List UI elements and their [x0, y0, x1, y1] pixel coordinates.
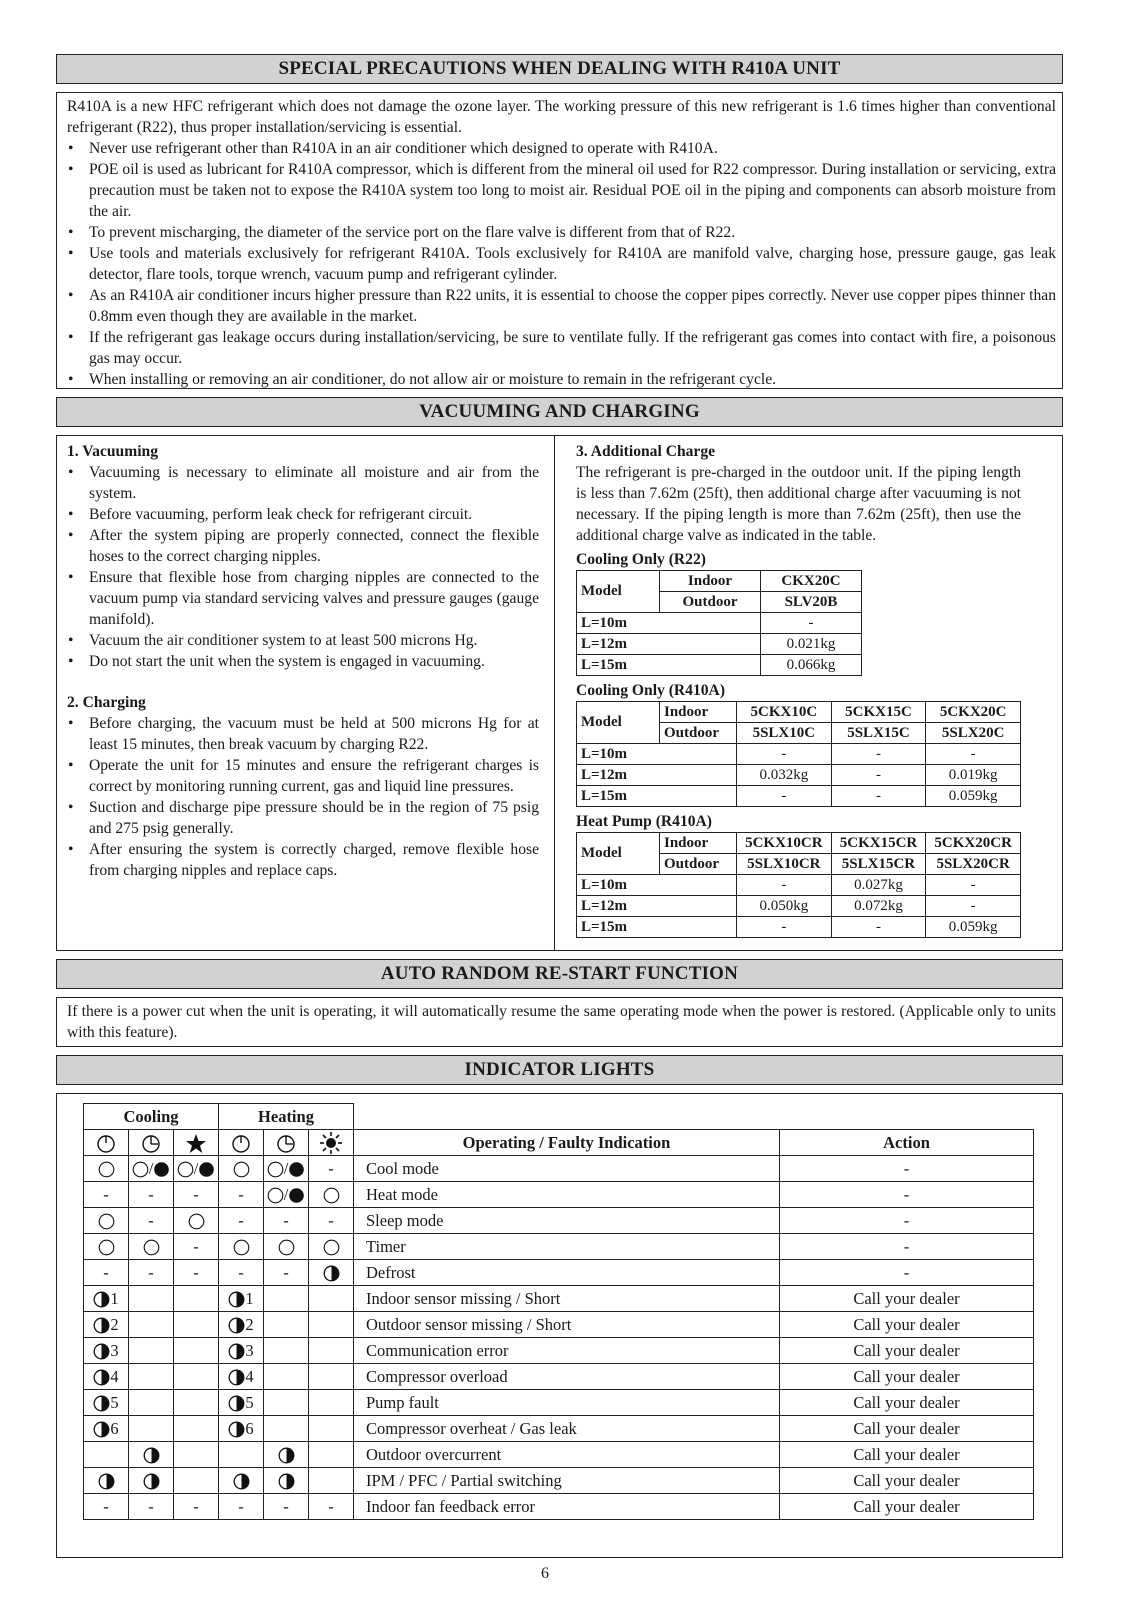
list-item: • Suction and discharge pipe pressure should be in the region of 75 psig and 275 psig generally. [67, 797, 539, 839]
status-cell: - [219, 1260, 264, 1286]
led-blink-icon: 3 [84, 1338, 129, 1364]
length-label: L=10m [577, 875, 737, 896]
empty-cell [129, 1364, 174, 1390]
length-label: L=12m [577, 765, 737, 786]
charge-table-r22 [576, 570, 862, 676]
led-blink-icon: 3 [219, 1338, 264, 1364]
indoor-label: Indoor [660, 833, 737, 854]
length-label: L=12m [577, 896, 737, 917]
list-item: • POE oil is used as lubricant for R410A compressor, which is different from the mineral oil used for R22 compressor. During installation or servicing, extra precaution must be taken not to expose the R410A system too long to moist air. Residual POE oil in the piping and components can absorb moisture from the air. [67, 159, 1056, 222]
led-off-icon [129, 1234, 174, 1260]
empty-cell [264, 1416, 309, 1442]
empty-cell [309, 1364, 354, 1390]
led-blink-icon: 5 [219, 1390, 264, 1416]
list-item: • Never use refrigerant other than R410A in an air conditioner which designed to operate with R410A. [67, 138, 1056, 159]
status-cell: - [309, 1208, 354, 1234]
empty-cell [174, 1416, 219, 1442]
vacuuming-header: VACUUMING AND CHARGING [56, 397, 1063, 427]
charge-cell: 0.032kg [737, 765, 832, 786]
model-label: Model [577, 571, 660, 613]
led-off-icon [264, 1234, 309, 1260]
power-icon [84, 1130, 129, 1156]
action-cell: Call your dealer [780, 1286, 1034, 1312]
empty-cell [174, 1338, 219, 1364]
charge-cell: 0.019kg [926, 765, 1021, 786]
vacuuming-left-column [67, 441, 539, 881]
outdoor-label: Outdoor [660, 854, 737, 875]
led-blink-icon [264, 1468, 309, 1494]
status-cell: - [174, 1260, 219, 1286]
column-divider [554, 436, 555, 950]
model-cell: 5SLX20CR [926, 854, 1021, 875]
length-label: L=10m [577, 613, 761, 634]
status-cell: - [174, 1234, 219, 1260]
charge-cell: - [831, 786, 926, 807]
list-item: • To prevent mischarging, the diameter of the service port on the flare valve is different from that of R22. [67, 222, 1056, 243]
col-action: Action [780, 1130, 1034, 1156]
action-cell: Call your dealer [780, 1312, 1034, 1338]
action-cell: Call your dealer [780, 1338, 1034, 1364]
operating-indication: Compressor overheat / Gas leak [354, 1416, 780, 1442]
empty-cell [174, 1390, 219, 1416]
cooling-label: Cooling [84, 1104, 219, 1130]
led-off-icon [84, 1208, 129, 1234]
led-off-icon [84, 1156, 129, 1182]
length-label: L=15m [577, 786, 737, 807]
indicator-box [56, 1093, 1063, 1558]
table-row [84, 1338, 1034, 1364]
table-row [84, 1208, 1034, 1234]
empty-cell [309, 1416, 354, 1442]
indicator-header: INDICATOR LIGHTS [56, 1055, 1063, 1085]
status-cell: - [264, 1260, 309, 1286]
operating-indication: Timer [354, 1234, 780, 1260]
led-off-icon [309, 1234, 354, 1260]
model-cell: 5CKX15CR [831, 833, 926, 854]
timer-icon [264, 1130, 309, 1156]
empty-cell [309, 1286, 354, 1312]
led-off-on-icon: / [264, 1156, 309, 1182]
empty-cell [309, 1390, 354, 1416]
star-icon [174, 1130, 219, 1156]
restart-header: AUTO RANDOM RE-START FUNCTION [56, 959, 1063, 989]
precautions-box [56, 92, 1063, 389]
led-blink-icon: 1 [84, 1286, 129, 1312]
empty-cell [174, 1364, 219, 1390]
empty-cell [84, 1442, 129, 1468]
table-row [84, 1182, 1034, 1208]
vacuuming-subtitle: 1. Vacuuming [67, 443, 158, 460]
charge-cell: - [926, 744, 1021, 765]
charge-cell: 0.059kg [926, 917, 1021, 938]
outdoor-label: Outdoor [660, 592, 761, 613]
operating-indication: Pump fault [354, 1390, 780, 1416]
empty-cell [174, 1286, 219, 1312]
charge-cell: 0.066kg [761, 655, 862, 676]
precautions-header: SPECIAL PRECAUTIONS WHEN DEALING WITH R410A UNIT [56, 54, 1063, 84]
status-cell: - [174, 1494, 219, 1520]
status-cell: - [84, 1494, 129, 1520]
charge-table-heatpump-r410a [576, 832, 1021, 938]
status-cell: - [84, 1260, 129, 1286]
led-blink-icon [219, 1468, 264, 1494]
charge-cell: - [831, 765, 926, 786]
status-cell: - [129, 1494, 174, 1520]
action-cell: Call your dealer [780, 1416, 1034, 1442]
restart-text: If there is a power cut when the unit is operating, it will automatically resume the same operating mode when the power is restored. (Applicable only to units with this feature). [67, 1003, 1056, 1041]
model-cell: CKX20C [761, 571, 862, 592]
charge-cell: - [831, 917, 926, 938]
charge-cell: - [831, 744, 926, 765]
action-cell: - [780, 1156, 1034, 1182]
empty-cell [219, 1442, 264, 1468]
list-item: • Before charging, the vacuum must be held at 500 microns Hg for at least 15 minutes, then break vacuum by charging R22. [67, 713, 539, 755]
status-cell: - [219, 1182, 264, 1208]
model-cell: 5SLX20C [926, 723, 1021, 744]
led-blink-icon: 2 [84, 1312, 129, 1338]
empty-cell [129, 1286, 174, 1312]
list-item: • Ensure that flexible hose from charging nipples are connected to the vacuum pump via standard servicing valves and pressure gauges (gauge manifold). [67, 567, 539, 630]
table-row [84, 1416, 1034, 1442]
operating-indication: Heat mode [354, 1182, 780, 1208]
restart-box [56, 997, 1063, 1047]
empty-cell [309, 1338, 354, 1364]
empty-cell [129, 1338, 174, 1364]
led-blink-icon [84, 1468, 129, 1494]
empty-cell [309, 1312, 354, 1338]
timer-icon [129, 1130, 174, 1156]
status-cell: - [84, 1182, 129, 1208]
status-cell: - [309, 1156, 354, 1182]
sun-icon [309, 1130, 354, 1156]
precautions-list [67, 138, 1056, 390]
length-label: L=10m [577, 744, 737, 765]
table-row [84, 1156, 1034, 1182]
charge-cell: 0.072kg [831, 896, 926, 917]
action-cell: - [780, 1182, 1034, 1208]
action-cell: Call your dealer [780, 1442, 1034, 1468]
operating-indication: Cool mode [354, 1156, 780, 1182]
status-cell: - [129, 1182, 174, 1208]
model-cell: 5CKX20C [926, 702, 1021, 723]
status-cell: - [264, 1208, 309, 1234]
status-cell: - [129, 1260, 174, 1286]
list-item: • As an R410A air conditioner incurs higher pressure than R22 units, it is essential to choose the copper pipes correctly. Never use copper pipes thinner than 0.8mm even though they are available in the market. [67, 285, 1056, 327]
empty-cell [264, 1364, 309, 1390]
length-label: L=12m [577, 634, 761, 655]
charge-cell: 0.021kg [761, 634, 862, 655]
charge-table-cooling-r410a [576, 701, 1021, 807]
empty-cell [309, 1442, 354, 1468]
action-cell: - [780, 1234, 1034, 1260]
table-row [84, 1286, 1034, 1312]
charge-cell: - [761, 613, 862, 634]
empty-cell [129, 1312, 174, 1338]
indicator-table [83, 1103, 1034, 1520]
header-blank [354, 1104, 1034, 1130]
list-item: • After ensuring the system is correctly charged, remove flexible hose from charging nipples and replace caps. [67, 839, 539, 881]
charge-cell: - [737, 875, 832, 896]
model-cell: 5CKX15C [831, 702, 926, 723]
operating-indication: IPM / PFC / Partial switching [354, 1468, 780, 1494]
table-row [84, 1260, 1034, 1286]
heating-label: Heating [219, 1104, 354, 1130]
action-cell: - [780, 1260, 1034, 1286]
additional-charge-column [576, 441, 1021, 938]
additional-charge-text: The refrigerant is pre-charged in the outdoor unit. If the piping length is less than 7.62m (25ft), then additional charge after vacuuming is not necessary. If the piping length is more than 7.62m (25ft), then use the additional charge valve as indicated in the table. [576, 464, 1021, 544]
model-label: Model [577, 833, 660, 875]
operating-indication: Communication error [354, 1338, 780, 1364]
model-cell: 5SLX15C [831, 723, 926, 744]
led-off-icon [309, 1182, 354, 1208]
model-cell: SLV20B [761, 592, 862, 613]
led-blink-icon [309, 1260, 354, 1286]
operating-indication: Outdoor overcurrent [354, 1442, 780, 1468]
empty-cell [264, 1338, 309, 1364]
empty-cell [264, 1312, 309, 1338]
action-cell: Call your dealer [780, 1364, 1034, 1390]
charge-cell: - [737, 744, 832, 765]
indicator-rows [84, 1156, 1034, 1520]
additional-charge-subtitle: 3. Additional Charge [576, 443, 716, 460]
status-cell: - [219, 1208, 264, 1234]
model-cell: 5CKX10CR [737, 833, 832, 854]
list-item: • Operate the unit for 15 minutes and ensure the refrigerant charges is correct by monitoring running current, gas and liquid line pressures. [67, 755, 539, 797]
action-cell: Call your dealer [780, 1468, 1034, 1494]
status-cell: - [309, 1494, 354, 1520]
operating-indication: Defrost [354, 1260, 780, 1286]
charge-cell: - [926, 875, 1021, 896]
empty-cell [174, 1312, 219, 1338]
outdoor-label: Outdoor [660, 723, 737, 744]
precautions-intro: R410A is a new HFC refrigerant which does not damage the ozone layer. The working pressure of this new refrigerant is 1.6 times higher than conventional refrigerant (R22), thus proper installation/servicing is essential. [67, 98, 1056, 136]
model-cell: 5CKX10C [737, 702, 832, 723]
led-blink-icon: 4 [84, 1364, 129, 1390]
indoor-label: Indoor [660, 571, 761, 592]
page-number: 6 [541, 1565, 549, 1582]
led-off-on-icon: / [174, 1156, 219, 1182]
vacuuming-list [67, 462, 539, 672]
empty-cell [264, 1390, 309, 1416]
led-off-icon [84, 1234, 129, 1260]
led-blink-icon [264, 1442, 309, 1468]
model-label: Model [577, 702, 660, 744]
list-item: • Do not start the unit when the system is engaged in vacuuming. [67, 651, 539, 672]
table-title: Cooling Only (R410A) [576, 682, 726, 699]
led-off-on-icon: / [264, 1182, 309, 1208]
led-blink-icon [129, 1442, 174, 1468]
led-off-icon [219, 1156, 264, 1182]
table-title: Cooling Only (R22) [576, 551, 706, 568]
led-blink-icon: 4 [219, 1364, 264, 1390]
empty-cell [174, 1468, 219, 1494]
list-item: • After the system piping are properly connected, connect the flexible hoses to the correct charging nipples. [67, 525, 539, 567]
col-operating-indication: Operating / Faulty Indication [354, 1130, 780, 1156]
operating-indication: Compressor overload [354, 1364, 780, 1390]
operating-indication: Sleep mode [354, 1208, 780, 1234]
status-cell: - [129, 1208, 174, 1234]
list-item: • Use tools and materials exclusively for refrigerant R410A. Tools exclusively for R410A are manifold valve, charging hose, pressure gauge, gas leak detector, flare tools, torque wrench, vacuum pump and refrigerant cylinder. [67, 243, 1056, 285]
empty-cell [264, 1286, 309, 1312]
operating-indication: Indoor fan feedback error [354, 1494, 780, 1520]
led-blink-icon: 2 [219, 1312, 264, 1338]
charge-cell: 0.027kg [831, 875, 926, 896]
power-icon [219, 1130, 264, 1156]
table-title: Heat Pump (R410A) [576, 813, 712, 830]
length-label: L=15m [577, 655, 761, 676]
model-cell: 5SLX10C [737, 723, 832, 744]
status-cell: - [264, 1494, 309, 1520]
status-cell: - [174, 1182, 219, 1208]
led-blink-icon [129, 1468, 174, 1494]
list-item: • When installing or removing an air conditioner, do not allow air or moisture to remain in the refrigerant cycle. [67, 369, 1056, 390]
table-row [84, 1390, 1034, 1416]
action-cell: - [780, 1208, 1034, 1234]
led-blink-icon: 5 [84, 1390, 129, 1416]
led-blink-icon: 6 [219, 1416, 264, 1442]
list-item: • Before vacuuming, perform leak check for refrigerant circuit. [67, 504, 539, 525]
empty-cell [129, 1416, 174, 1442]
model-cell: 5CKX20CR [926, 833, 1021, 854]
led-off-on-icon: / [129, 1156, 174, 1182]
charge-cell: - [737, 786, 832, 807]
list-item: • If the refrigerant gas leakage occurs during installation/servicing, be sure to ventilate fully. If the refrigerant gas comes into contact with fire, a poisonous gas may occur. [67, 327, 1056, 369]
charge-cell: - [926, 896, 1021, 917]
charge-cell: 0.050kg [737, 896, 832, 917]
led-off-icon [219, 1234, 264, 1260]
table-row [84, 1494, 1034, 1520]
led-blink-icon: 6 [84, 1416, 129, 1442]
action-cell: Call your dealer [780, 1390, 1034, 1416]
table-row [84, 1234, 1034, 1260]
table-row [84, 1312, 1034, 1338]
action-cell: Call your dealer [780, 1494, 1034, 1520]
charging-list [67, 713, 539, 881]
list-item: • Vacuuming is necessary to eliminate all moisture and air from the system. [67, 462, 539, 504]
charge-cell: 0.059kg [926, 786, 1021, 807]
led-blink-icon: 1 [219, 1286, 264, 1312]
table-row [84, 1468, 1034, 1494]
model-cell: 5SLX10CR [737, 854, 832, 875]
operating-indication: Indoor sensor missing / Short [354, 1286, 780, 1312]
charging-subtitle: 2. Charging [67, 694, 146, 711]
table-row [84, 1364, 1034, 1390]
indoor-label: Indoor [660, 702, 737, 723]
charge-cell: - [737, 917, 832, 938]
list-item: • Vacuum the air conditioner system to at least 500 microns Hg. [67, 630, 539, 651]
status-cell: - [219, 1494, 264, 1520]
operating-indication: Outdoor sensor missing / Short [354, 1312, 780, 1338]
empty-cell [129, 1390, 174, 1416]
length-label: L=15m [577, 917, 737, 938]
empty-cell [309, 1468, 354, 1494]
vacuuming-box [56, 435, 1063, 951]
empty-cell [174, 1442, 219, 1468]
model-cell: 5SLX15CR [831, 854, 926, 875]
table-row [84, 1442, 1034, 1468]
led-off-icon [174, 1208, 219, 1234]
